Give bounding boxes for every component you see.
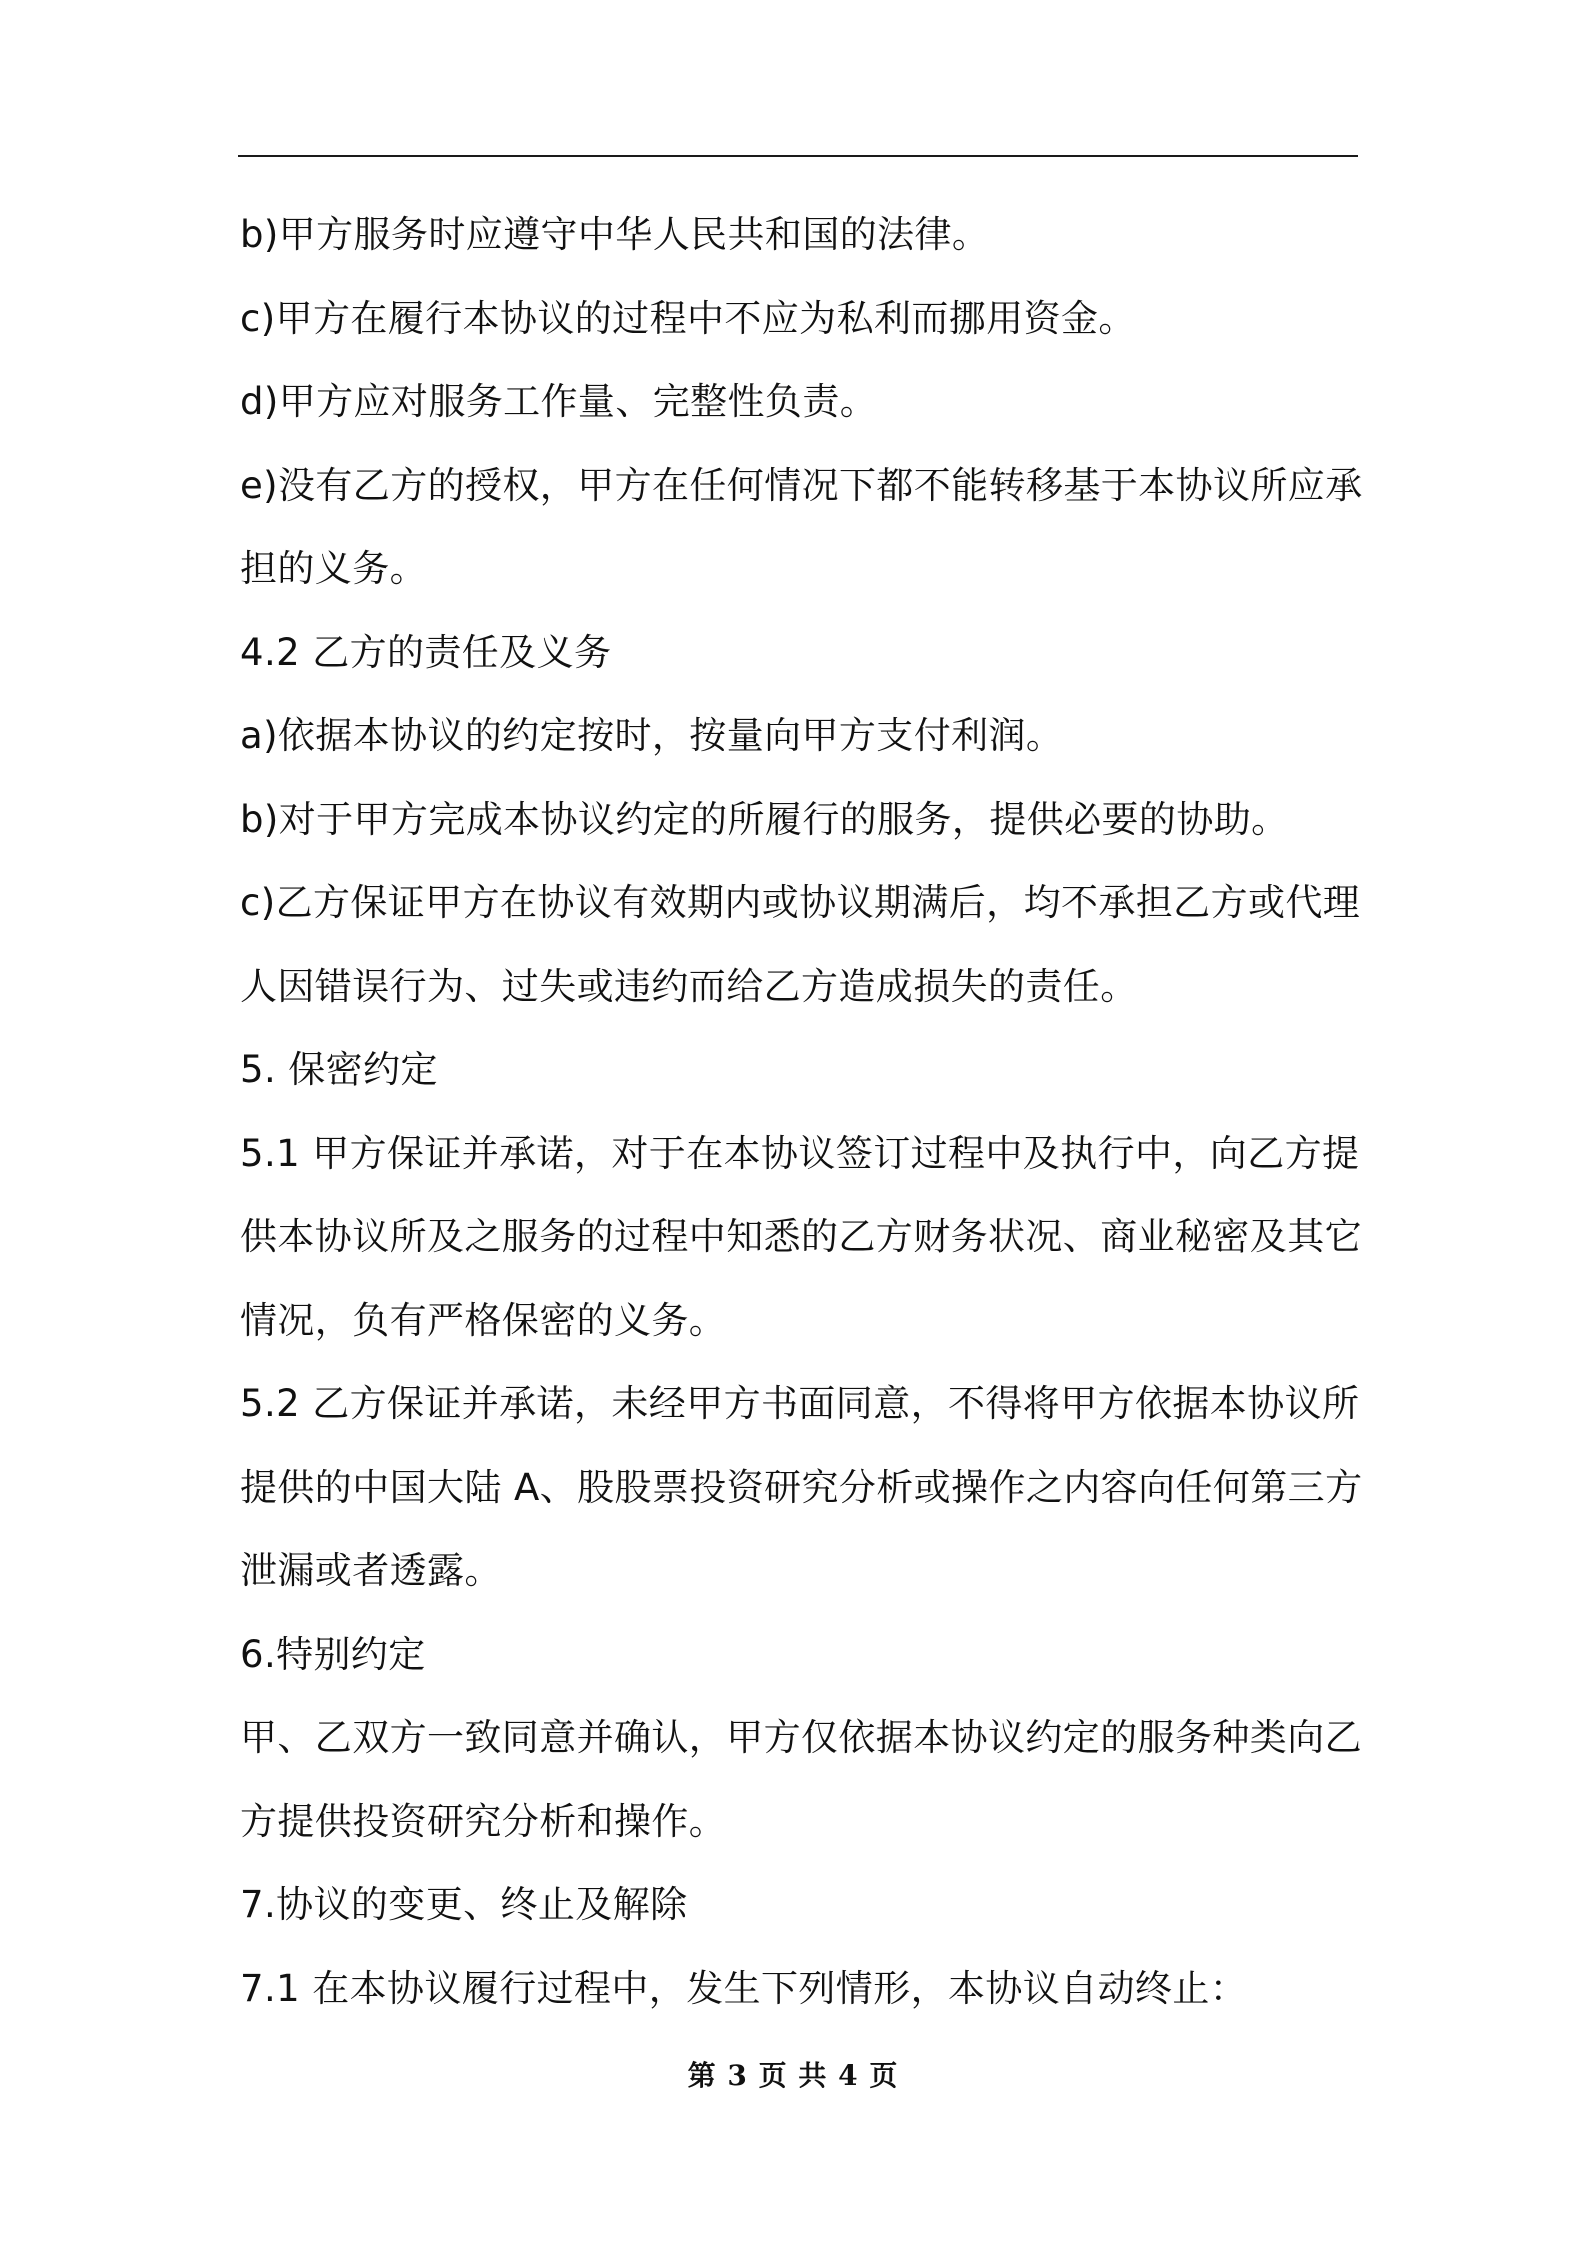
text-line: 方提供投资研究分析和操作。 [240, 1799, 727, 1843]
document-body [240, 193, 1370, 2030]
section-heading: 7.协议的变更、终止及解除 [240, 1883, 688, 1926]
text-line: b)甲方服务时应遵守中华人民共和国的法律。 [240, 213, 990, 256]
section-heading: 4.2 乙方的责任及义务 [240, 630, 612, 674]
text-line: a)依据本协议的约定按时，按量向甲方支付利润。 [240, 714, 1064, 757]
page-footer [0, 2054, 1586, 2094]
text-line: d)甲方应对服务工作量、完整性负责。 [240, 380, 878, 423]
text-line: e)没有乙方的授权，甲方在任何情况下都不能转移基于本协议所应承 [240, 463, 1363, 507]
page-number-label: 第 3 页 共 4 页 [687, 2059, 899, 2092]
text-line: 5.1 甲方保证并承诺，对于在本协议签订过程中及执行中，向乙方提 [240, 1131, 1360, 1175]
text-line: 泄漏或者透露。 [240, 1549, 502, 1592]
text-line: c)乙方保证甲方在协议有效期内或协议期满后，均不承担乙方或代理 [240, 881, 1361, 924]
text-line: 甲、乙双方一致同意并确认，甲方仅依据本协议约定的服务种类向乙 [240, 1716, 1362, 1759]
text-line: 情况，负有严格保密的义务。 [240, 1298, 727, 1342]
text-line: c)甲方在履行本协议的过程中不应为私利而挪用资金。 [240, 296, 1136, 340]
section-heading: 6.特别约定 [240, 1632, 426, 1676]
header-rule [238, 155, 1358, 157]
text-line: 担的义务。 [240, 547, 427, 590]
text-line: 7.1 在本协议履行过程中，发生下列情形，本协议自动终止： [240, 1966, 1248, 2010]
text-line: 人因错误行为、过失或违约而给乙方造成损失的责任。 [240, 964, 1138, 1008]
text-line: 供本协议所及之服务的过程中知悉的乙方财务状况、商业秘密及其它 [240, 1215, 1362, 1258]
text-line: 提供的中国大陆 A、股股票投资研究分析或操作之内容向任何第三方 [240, 1465, 1363, 1509]
text-line: b)对于甲方完成本协议约定的所履行的服务，提供必要的协助。 [240, 797, 1289, 841]
text-line: 5.2 乙方保证并承诺，未经甲方书面同意，不得将甲方依据本协议所 [240, 1382, 1360, 1425]
section-heading: 5. 保密约定 [240, 1048, 438, 1091]
